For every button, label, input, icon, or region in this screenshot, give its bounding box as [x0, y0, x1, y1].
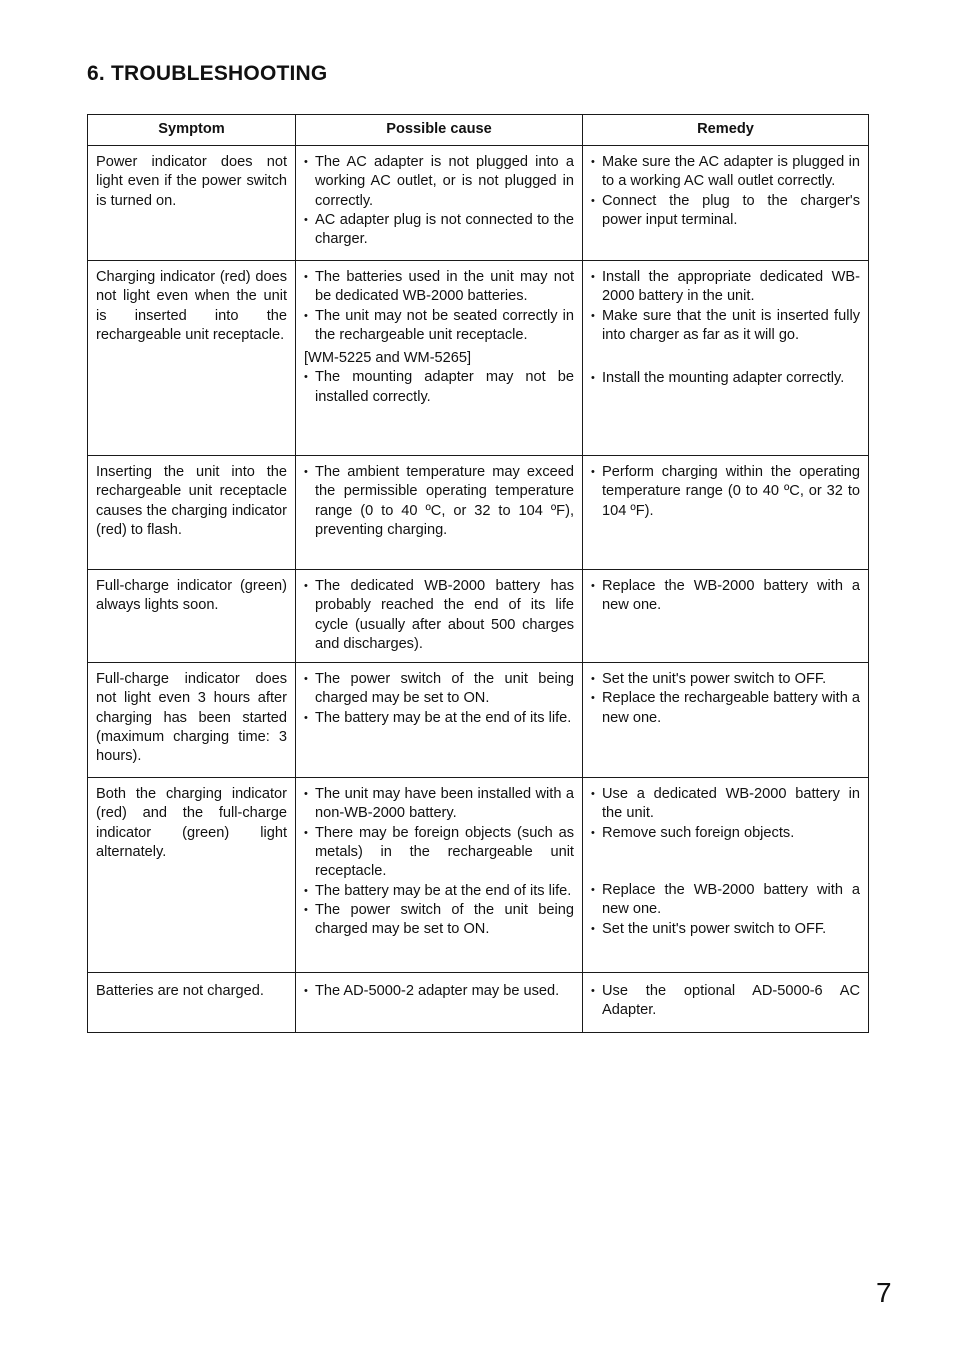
- page-number: 7: [876, 1277, 892, 1308]
- remedy-list: [591, 577, 860, 616]
- remedy-cell: [583, 261, 869, 456]
- table-row: [88, 261, 869, 456]
- remedy-list: [591, 153, 860, 230]
- list-item: • The batteries used in the unit may not be dedicated WB-2000 batteries.: [304, 268, 574, 307]
- list-item: • Make sure the AC adapter is plugged in to a working AC wall outlet correctly.: [591, 153, 860, 192]
- cause-cell: [296, 146, 583, 261]
- remedy-list: [591, 785, 860, 939]
- cause-cell: [296, 261, 583, 456]
- cause-cell: [296, 778, 583, 973]
- table-row: [88, 663, 869, 778]
- cause-list: [304, 670, 574, 728]
- remedy-cell: [583, 778, 869, 973]
- list-item: • The battery may be at the end of its life.: [304, 882, 574, 901]
- list-item: • The AC adapter is not plugged into a working AC outlet, or is not plugged in correctly.: [304, 153, 574, 211]
- cause-list: [304, 463, 574, 540]
- list-item: • Replace the WB-2000 battery with a new one.: [591, 577, 860, 616]
- header-possible-cause: Possible cause: [296, 115, 583, 146]
- list-item: • Install the mounting adapter correctly.: [591, 369, 860, 388]
- symptom-cell: Full-charge indicator (green) always lights soon.: [88, 570, 296, 663]
- list-item: • Replace the rechargeable battery with a new one.: [591, 689, 860, 728]
- list-item: • Replace the WB-2000 battery with a new one.: [591, 881, 860, 920]
- symptom-cell: Both the charging indicator (red) and the full-charge indicator (green) light alternately.: [88, 778, 296, 973]
- remedy-list: [591, 982, 860, 1021]
- cause-list: [304, 982, 574, 1001]
- list-item: • The power switch of the unit being charged may be set to ON.: [304, 670, 574, 709]
- list-item: • The unit may have been installed with a non-WB-2000 battery.: [304, 785, 574, 824]
- table-row: [88, 778, 869, 973]
- cause-cell: [296, 973, 583, 1033]
- symptom-cell: Full-charge indicator does not light even 3 hours after charging has been started (maximum charging time: 3 hours).: [88, 663, 296, 778]
- remedy-cell: [583, 973, 869, 1033]
- list-item: • Set the unit's power switch to OFF.: [591, 920, 860, 939]
- list-item: • The mounting adapter may not be installed correctly.: [304, 368, 574, 407]
- table-row: [88, 146, 869, 261]
- list-item: • Set the unit's power switch to OFF.: [591, 670, 860, 689]
- table-row: [88, 570, 869, 663]
- list-item: • Use a dedicated WB-2000 battery in the unit.: [591, 785, 860, 824]
- table-header-row: [88, 115, 869, 146]
- table-row: [88, 973, 869, 1033]
- list-item: • Remove such foreign objects.: [591, 824, 860, 843]
- list-item: • The unit may not be seated correctly in the rechargeable unit receptacle.: [304, 307, 574, 346]
- remedy-cell: [583, 456, 869, 570]
- remedy-cell: [583, 146, 869, 261]
- list-item: • Use the optional AD-5000-6 AC Adapter.: [591, 982, 860, 1021]
- list-item: • The ambient temperature may exceed the permissible operating temperature range (0 to 40 ºC, or 32 to 104 ºF), preventing charging.: [304, 463, 574, 540]
- cause-list: [304, 577, 574, 654]
- remedy-list: [591, 463, 860, 521]
- list-item: • Perform charging within the operating temperature range (0 to 40 ºC, or 32 to 104 ºF).: [591, 463, 860, 521]
- remedy-cell: [583, 663, 869, 778]
- list-item: • The dedicated WB-2000 battery has probably reached the end of its life cycle (usually after about 500 charges and discharges).: [304, 577, 574, 654]
- cause-list: [304, 785, 574, 939]
- cause-list-extra: [304, 368, 574, 407]
- remedy-cell: [583, 570, 869, 663]
- list-item: • The AD-5000-2 adapter may be used.: [304, 982, 574, 1001]
- list-item: • AC adapter plug is not connected to the charger.: [304, 211, 574, 250]
- cause-cell: [296, 570, 583, 663]
- cause-cell: [296, 456, 583, 570]
- model-subheading: [WM-5225 and WM-5265]: [304, 350, 472, 367]
- list-item: • Connect the plug to the charger's power input terminal.: [591, 192, 860, 231]
- list-item: • Make sure that the unit is inserted fully into charger as far as it will go.: [591, 307, 860, 346]
- table-row: [88, 456, 869, 570]
- cause-cell: [296, 663, 583, 778]
- symptom-cell: Batteries are not charged.: [88, 973, 296, 1033]
- symptom-cell: Inserting the unit into the rechargeable unit receptacle causes the charging indicator (red) to flash.: [88, 456, 296, 570]
- symptom-cell: Power indicator does not light even if the power switch is turned on.: [88, 146, 296, 261]
- list-item: • The battery may be at the end of its life.: [304, 709, 574, 728]
- list-item: • There may be foreign objects (such as metals) in the rechargeable unit receptacle.: [304, 824, 574, 882]
- list-item: • Install the appropriate dedicated WB-2000 battery in the unit.: [591, 268, 860, 307]
- page-title: 6. TROUBLESHOOTING: [87, 62, 328, 85]
- header-symptom: Symptom: [88, 115, 296, 146]
- cause-list: [304, 268, 574, 345]
- list-item: • The power switch of the unit being charged may be set to ON.: [304, 901, 574, 940]
- remedy-list: [591, 268, 860, 388]
- troubleshooting-table: [87, 114, 869, 1033]
- cause-list: [304, 153, 574, 249]
- remedy-list: [591, 670, 860, 728]
- symptom-cell: Charging indicator (red) does not light even when the unit is inserted into the rechargeable unit receptacle.: [88, 261, 296, 456]
- header-remedy: Remedy: [583, 115, 869, 146]
